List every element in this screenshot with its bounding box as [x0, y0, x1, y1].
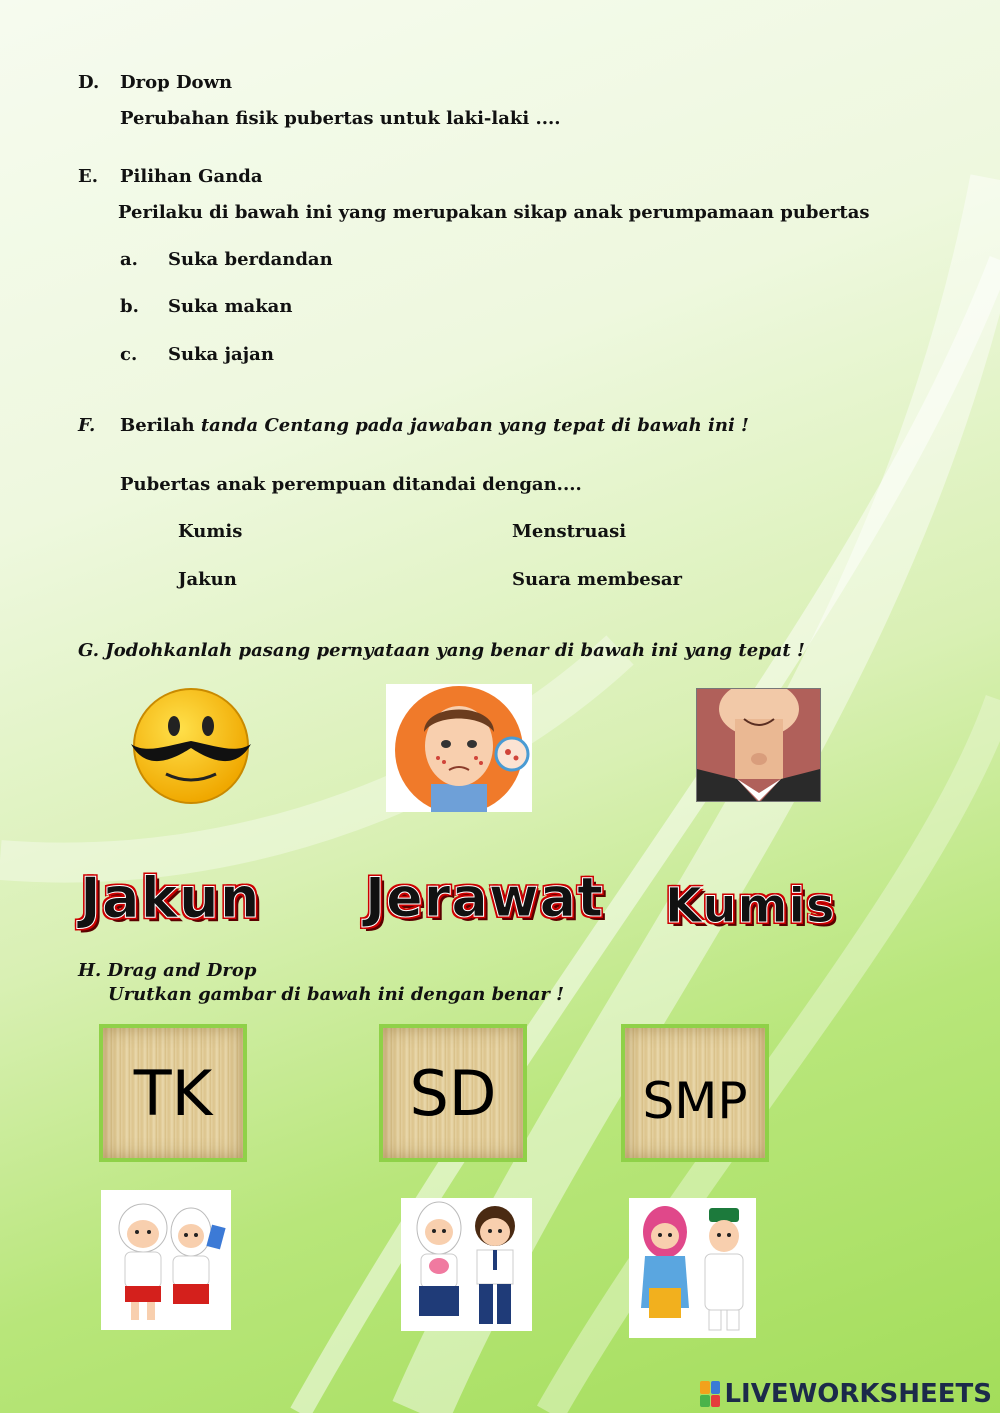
section-f-question: Pubertas anak perempuan ditandai dengan....: [120, 474, 582, 495]
option-b[interactable]: b. Suka makan: [120, 296, 293, 317]
footer-brand: LIVEWORKSHEETS: [724, 1379, 992, 1409]
section-d-letter: D.: [78, 72, 100, 93]
section-d-question: Perubahan fisik pubertas untuk laki-laki ....: [120, 108, 561, 129]
tile-sd[interactable]: SD: [379, 1024, 527, 1162]
section-f-letter: F.: [78, 415, 96, 436]
word-jerawat[interactable]: Jerawat: [365, 866, 604, 929]
liveworksheets-mark-icon: [700, 1381, 720, 1407]
checkbox-choice-menstruasi[interactable]: Menstruasi: [512, 521, 627, 542]
section-e-letter: E.: [78, 166, 98, 187]
section-e-title: Pilihan Ganda: [120, 166, 263, 187]
checkbox-choice-jakun[interactable]: Jakun: [178, 569, 237, 590]
junior-high-kids-icon[interactable]: [629, 1198, 756, 1338]
adams-apple-icon[interactable]: [696, 688, 821, 802]
liveworksheets-logo: [700, 1379, 992, 1409]
section-e-heading: [78, 166, 263, 187]
tile-smp[interactable]: SMP: [621, 1024, 769, 1162]
section-f-title-plain: Berilah: [120, 415, 195, 436]
mustache-smiley-icon[interactable]: [126, 686, 256, 806]
section-h-instruction: Urutkan gambar di bawah ini dengan benar !: [108, 984, 565, 1005]
section-g-title: G. Jodohkanlah pasang pernyataan yang benar di bawah ini yang tepat !: [78, 640, 805, 661]
tile-tk[interactable]: TK: [99, 1024, 247, 1162]
option-a[interactable]: a. Suka berdandan: [120, 249, 333, 270]
option-c[interactable]: c. Suka jajan: [120, 344, 274, 365]
section-d-title: Drop Down: [120, 72, 233, 93]
section-f-heading: [78, 415, 749, 436]
kindergarten-kids-icon[interactable]: [101, 1190, 231, 1330]
elementary-kids-icon[interactable]: [401, 1198, 532, 1331]
word-jakun[interactable]: Jakun: [80, 866, 261, 931]
acne-boy-icon[interactable]: [386, 684, 532, 812]
section-h-title: H. Drag and Drop: [78, 960, 257, 981]
checkbox-choice-kumis[interactable]: Kumis: [178, 521, 243, 542]
section-f-title-italic: tanda Centang pada jawaban yang tepat di bawah ini !: [200, 415, 749, 436]
word-kumis[interactable]: Kumis: [665, 878, 836, 934]
section-d-heading: [78, 72, 232, 93]
checkbox-choice-suara-membesar[interactable]: Suara membesar: [512, 569, 683, 590]
section-e-question: Perilaku di bawah ini yang merupakan sikap anak perumpamaan pubertas: [118, 202, 870, 223]
